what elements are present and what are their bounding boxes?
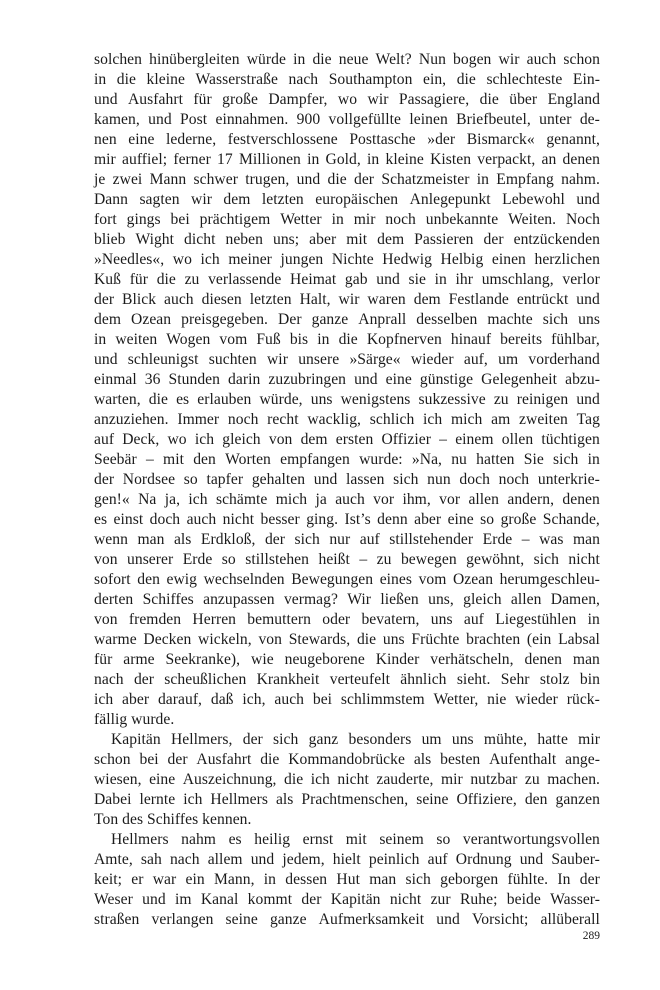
text-line: Amte, sah nach allem und jedem, hielt peinlich auf Ordnung und Sauber-	[94, 851, 600, 868]
text-line: warten, die es erlauben würde, uns wenigstens sukzessive zu reinigen und	[94, 391, 600, 408]
text-line: ich aber darauf, daß ich, auch bei schlimmstem Wetter, nie wieder rück-	[94, 691, 600, 708]
text-line: mir auffiel; ferner 17 Millionen in Gold, in kleine Kisten verpackt, an denen	[94, 151, 600, 168]
text-line: keit; er war ein Mann, in dessen Hut man sich geborgen fühlte. In der	[94, 871, 600, 888]
text-line: wiesen, eine Auszeichnung, die ich nicht zauderte, mir nutzbar zu machen.	[94, 771, 600, 788]
text-line: dem Ozean preisgegeben. Der ganze Anprall desselben machte sich uns	[94, 311, 600, 328]
text-line: solchen hinübergleiten würde in die neue Welt? Nun bogen wir auch schon	[94, 51, 600, 68]
text-line: fort gings bei prächtigem Wetter in mir noch unbekannte Weiten. Noch	[94, 211, 600, 228]
text-line: von fremden Herren bemuttern oder bevatern, uns auf Liegestühlen in	[94, 611, 600, 628]
text-line: es einst doch auch nicht besser ging. Ist’s denn aber eine so große Schande,	[94, 511, 600, 528]
text-line: fällig wurde.	[94, 711, 175, 728]
text-line: wenn man als Erdkloß, der sich nur auf stillstehender Erde – was man	[94, 531, 600, 548]
text-line: anzuziehen. Immer noch recht wacklig, schlich ich mich am zweiten Tag	[94, 411, 600, 428]
text-line: nach der scheußlichen Krankheit verteufelt ähnlich sieht. Sehr stolz bin	[94, 671, 600, 688]
text-line: je zwei Mann schwer trugen, und die der Schatzmeister in Empfang nahm.	[94, 171, 600, 188]
text-line: »Needles«, wo ich meiner jungen Nichte Hedwig Helbig einen herzlichen	[94, 251, 600, 268]
text-line: derten Schiffes anzupassen vermag? Wir ließen uns, gleich allen Damen,	[94, 591, 600, 608]
text-line: Kapitän Hellmers, der sich ganz besonders um uns mühte, hatte mir	[111, 731, 600, 748]
text-block	[94, 50, 600, 930]
text-line: Ton des Schiffes kennen.	[94, 811, 252, 828]
text-line: warme Decken wickeln, von Stewards, die uns Früchte brachten (ein Labsal	[94, 631, 600, 648]
text-line: der Blick auch diesen letzten Halt, wir waren dem Festlande entrückt und	[94, 291, 600, 308]
text-line: für arme Seekranke), wie neugeborene Kinder verhätscheln, denen man	[94, 651, 600, 668]
text-line: gen!« Na ja, ich schämte mich ja auch vor ihm, vor allen andern, denen	[94, 491, 600, 508]
text-line: sofort den ewig wechselnden Bewegungen eines vom Ozean herumgeschleu-	[94, 571, 600, 588]
text-line: einmal 36 Stunden darin zuzubringen und eine günstige Gelegenheit abzu-	[94, 371, 600, 388]
text-line: von unserer Erde so stillstehen heißt – zu bewegen gewöhnt, sich nicht	[94, 551, 600, 568]
text-line: und Ausfahrt für große Dampfer, wo wir Passagiere, die über England	[94, 91, 600, 108]
text-line: in weiten Wogen vom Fuß bis in die Kopfnerven hinauf bereits fühlbar,	[94, 331, 600, 348]
text-line: blieb Wight dicht neben uns; aber mit dem Passieren der entzückenden	[94, 231, 600, 248]
text-line: der Nordsee so tapfer gehalten und lassen sich nun doch noch unterkrie-	[94, 471, 600, 488]
text-line: nen eine lederne, festverschlossene Posttasche »der Bismarck« genannt,	[94, 131, 600, 148]
text-line: Weser und im Kanal kommt der Kapitän nicht zur Ruhe; beide Wasser-	[94, 891, 600, 908]
text-line: und schleunigst suchten wir unsere »Särge« wieder auf, um vorderhand	[94, 351, 600, 368]
text-line: Seebär – mit den Worten empfangen wurde: »Na, nu hatten Sie sich in	[94, 451, 600, 468]
text-line: auf Deck, wo ich gleich von dem ersten Offizier – einem ollen tüchtigen	[94, 431, 600, 448]
text-line: straßen verlangen seine ganze Aufmerksamkeit und Vorsicht; allüberall	[94, 911, 600, 928]
text-line: Kuß für die zu verlassende Heimat gab und sie in ihr umschlang, verlor	[94, 271, 600, 288]
text-line: schon bei der Ausfahrt die Kommandobrücke als besten Aufenthalt ange-	[94, 751, 600, 768]
page-number: 289	[582, 930, 600, 942]
text-line: Dabei lernte ich Hellmers als Prachtmenschen, seine Offiziere, den ganzen	[94, 791, 600, 808]
text-line: Dann sagten wir dem letzten europäischen Anlegepunkt Lebewohl und	[94, 191, 600, 208]
text-line: in die kleine Wasserstraße nach Southampton ein, die schlechteste Ein-	[94, 71, 600, 88]
text-line: Hellmers nahm es heilig ernst mit seinem so verantwortungsvollen	[111, 831, 600, 848]
text-line: kamen, und Post einnahmen. 900 vollgefüllte leinen Briefbeutel, unter de-	[94, 111, 600, 128]
